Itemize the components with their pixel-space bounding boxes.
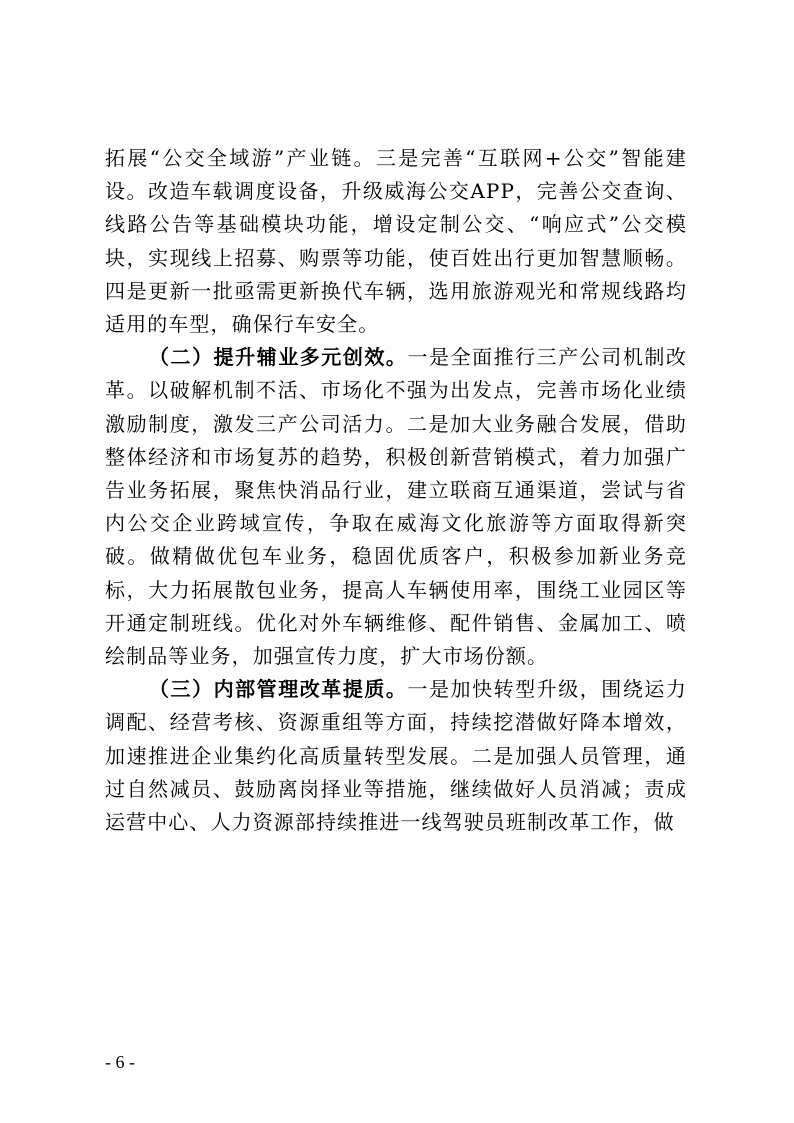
paragraph-section-2 (105, 341, 687, 673)
paragraph-text: 一是加快转型升级，围绕运力调配、经营考核、资源重组等方面，持续挖潜做好降本增效，加速推进企业集约化高质量转型发展。二是加强人员管理，通过自然减员、鼓励离岗择业等措施，继续做好人员消减；责成运营中心、人力资源部持续推进一线驾驶员班制改革工作，做 (105, 677, 687, 835)
page-number: - 6 - (105, 1052, 135, 1072)
section-heading: （三）内部管理改革提质。 (149, 677, 408, 702)
paragraph-text: 一是全面推行三产公司机制改革。以破解机制不活、市场化不强为出发点，完善市场化业绩激励制度，激发三产公司活力。二是加大业务融合发展，借助整体经济和市场复苏的趋势，积极创新营销模式，着力加强广告业务拓展，聚焦快消品行业，建立联商互通渠道，尝试与省内公交企业跨域宣传，争取在威海文化旅游等方面取得新突破。做精做优包车业务，稳固优质客户，积极参加新业务竞标，大力拓展散包业务，提高人车辆使用率，围绕工业园区等开通定制班线。优化对外车辆维修、配件销售、金属加工、喷绘制品等业务，加强宣传力度，扩大市场份额。 (105, 345, 687, 669)
paragraph-continuation (105, 142, 687, 341)
document-body (105, 142, 687, 839)
paragraph-section-3 (105, 673, 687, 839)
section-heading: （二）提升辅业多元创效。 (149, 345, 408, 370)
paragraph-text: 拓展“公交全域游”产业链。三是完善“互联网+公交”智能建设。改造车载调度设备，升级威海公交APP，完善公交查询、线路公告等基础模块功能，增设定制公交、“响应式”公交模块，实现线上招募、购票等功能，使百姓出行更加智慧顺畅。四是更新一批亟需更新换代车辆，选用旅游观光和常规线路均适用的车型，确保行车安全。 (105, 146, 687, 337)
